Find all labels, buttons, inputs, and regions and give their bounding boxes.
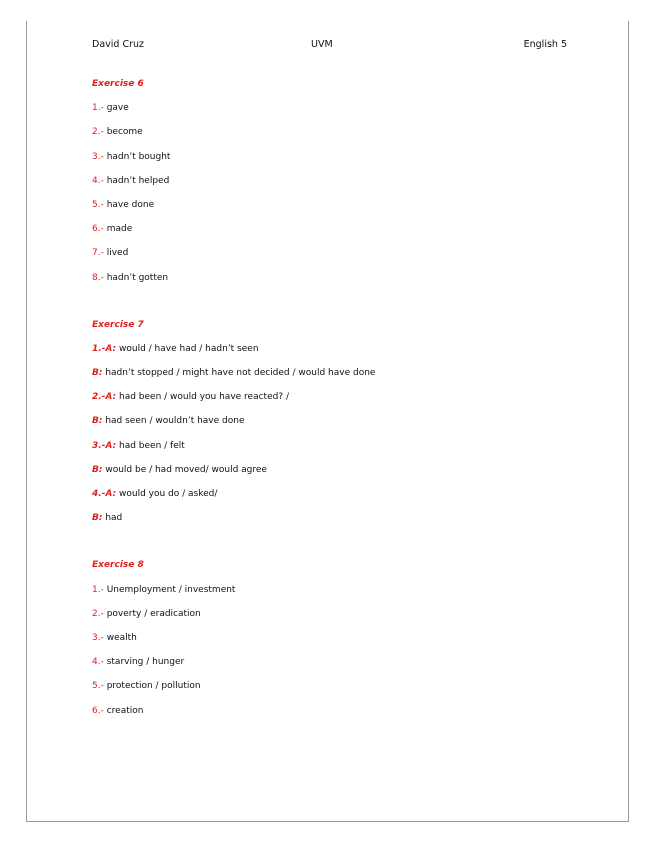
answer-text: hadn’t helped [103, 175, 170, 186]
answer-line [92, 607, 572, 631]
answer-line [92, 271, 572, 295]
item-number: 6.- [92, 224, 104, 235]
item-number: 4.- [92, 657, 104, 668]
speaker-label: B: [92, 464, 103, 475]
answer-text: have done [103, 199, 155, 210]
answer-text: creation [103, 705, 144, 716]
speaker-label: A: [105, 489, 117, 499]
dialogue-line [92, 390, 572, 414]
answer-text: starving / hunger [103, 657, 185, 668]
document-body [92, 77, 572, 728]
answer-text: lived [103, 248, 129, 259]
item-number: 4.- [92, 175, 104, 186]
item-number: 3.- [92, 440, 106, 451]
exercise-6-section [92, 77, 572, 295]
answer-line [92, 150, 572, 174]
answer-line [92, 222, 572, 246]
answer-text: would be / had moved/ would agree [102, 464, 267, 475]
answer-text: had [102, 513, 123, 524]
item-number: 7.- [92, 248, 104, 259]
answer-line [92, 198, 572, 222]
header-author: David Cruz [92, 39, 144, 50]
exercise-8-section [92, 558, 572, 727]
answer-text: become [103, 127, 143, 138]
speaker-label: B: [92, 368, 103, 379]
answer-text: made [103, 224, 133, 235]
answer-text: had been / felt [116, 440, 185, 451]
answer-text: would you do / asked/ [116, 489, 218, 499]
answer-line [92, 631, 572, 655]
exercise-8-title: Exercise 8 [92, 560, 144, 571]
answer-line [92, 125, 572, 149]
exercise-7-section [92, 318, 572, 536]
answer-line [92, 583, 572, 607]
answer-text: wealth [103, 632, 137, 643]
item-number: 2.- [92, 392, 106, 403]
speaker-label: A: [105, 343, 117, 354]
speaker-label: A: [105, 440, 117, 451]
answer-text: hadn’t stopped / might have not decided / would have done [102, 368, 376, 379]
dialogue-line [92, 463, 572, 487]
section-spacer [92, 295, 572, 318]
header-course: English 5 [523, 39, 567, 50]
answer-text: had been / would you have reacted? / [116, 392, 289, 403]
speaker-label: B: [92, 416, 103, 427]
dialogue-line [92, 366, 572, 390]
answer-text: would / have had / hadn’t seen [116, 343, 259, 354]
speaker-label: B: [92, 513, 103, 524]
header-school: UVM [311, 39, 333, 50]
item-number: 3.- [92, 151, 104, 162]
page-header [92, 39, 567, 53]
item-number: 5.- [92, 681, 104, 692]
answer-text: hadn’t gotten [103, 272, 169, 283]
section-spacer [92, 535, 572, 558]
answer-line [92, 246, 572, 270]
item-number: 4.- [92, 489, 106, 499]
answer-line [92, 174, 572, 198]
answer-text: gave [103, 103, 129, 114]
answer-text: poverty / eradication [103, 608, 201, 619]
item-number: 3.- [92, 632, 104, 643]
dialogue-line [92, 439, 572, 463]
answer-text: had seen / wouldn’t have done [102, 416, 245, 427]
item-number: 5.- [92, 199, 104, 210]
answer-line [92, 704, 572, 728]
item-number: 1.- [92, 103, 104, 114]
answer-line [92, 101, 572, 125]
answer-line [92, 679, 572, 703]
dialogue-line [92, 487, 572, 511]
speaker-label: A: [105, 392, 117, 403]
dialogue-line [92, 414, 572, 438]
answer-line [92, 655, 572, 679]
exercise-6-title: Exercise 6 [92, 79, 144, 89]
item-number: 1.- [92, 584, 104, 595]
answer-text: protection / pollution [103, 681, 201, 692]
item-number: 1.- [92, 343, 106, 354]
exercise-7-title: Exercise 7 [92, 319, 144, 330]
item-number: 8.- [92, 272, 104, 283]
answer-text: Unemployment / investment [103, 584, 236, 595]
item-number: 2.- [92, 127, 104, 138]
dialogue-line [92, 511, 572, 535]
item-number: 6.- [92, 705, 104, 716]
answer-text: hadn’t bought [103, 151, 171, 162]
item-number: 2.- [92, 608, 104, 619]
dialogue-line [92, 342, 572, 366]
